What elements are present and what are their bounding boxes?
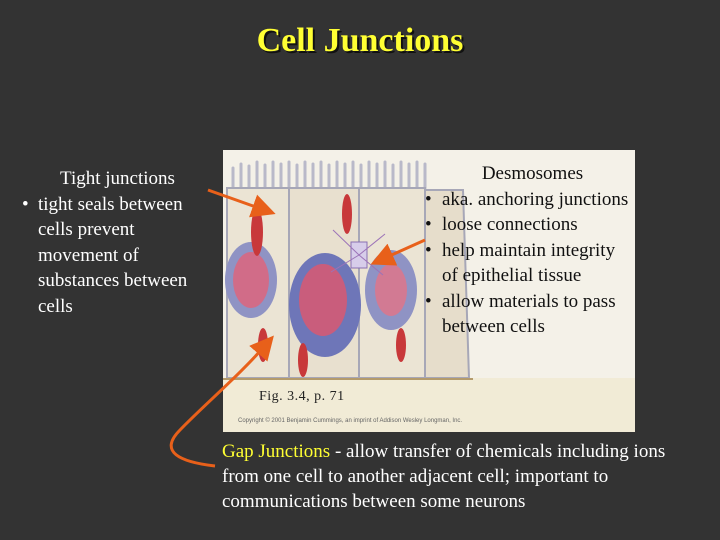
gap-junctions-text — [222, 439, 702, 514]
desmosomes-bullet: • loose connections — [425, 212, 630, 238]
desmosomes-heading: Desmosomes — [481, 163, 584, 184]
tight-junction-arrow — [208, 190, 270, 212]
tight-junctions-bullet: • tight seals between cells prevent movement of substances between cells — [22, 192, 212, 320]
desmosomes-bullet: • allow materials to pass between cells — [425, 289, 630, 340]
gap-junctions-term: Gap Junctions — [222, 441, 331, 462]
desmosomes-bullet: • help maintain integrity of epithelial tissue — [425, 238, 630, 289]
gap-junctions-description: - allow transfer of chemicals including ions from one cell to another adjacent cell; important to communications between some neurons — [222, 441, 666, 512]
tight-junctions-heading: Tight junctions — [60, 168, 175, 189]
slide-title: Cell Junctions — [256, 22, 464, 59]
desmosomes-bullet: • aka. anchoring junctions — [425, 187, 630, 213]
figure-label: Fig. 3.4, p. 71 — [259, 389, 345, 404]
figure-credit: Copyright © 2001 Benjamin Cummings, an imprint of Addison Wesley Longman, Inc. — [238, 418, 463, 424]
desmosome-arrow — [376, 240, 425, 262]
